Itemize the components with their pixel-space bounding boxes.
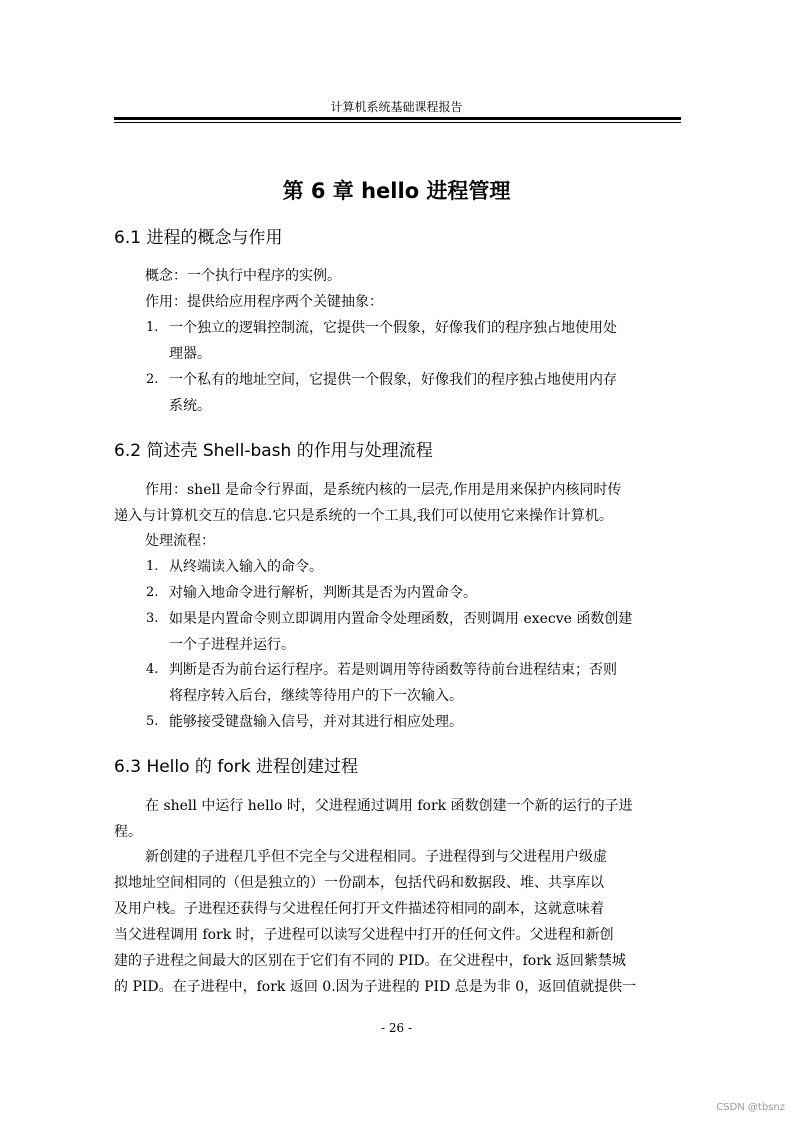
paragraph-line: 作用：shell 是命令行界面，是系统内核的一层壳,作用是用来保护内核同时传: [145, 482, 622, 498]
list-item-text: 判断是否为前台运行程序。若是则调用等待函数等待前台进程结束；否则: [169, 662, 617, 678]
watermark: CSDN @tbsnz: [716, 1102, 785, 1113]
list-item-text: 对输入地命令进行解析，判断其是否为内置命令。: [169, 585, 477, 601]
list-number: 5.: [146, 714, 159, 729]
list-item-text: 系统。: [169, 398, 211, 414]
list-number: 3.: [146, 611, 159, 626]
list-item-text: 从终端读入输入的命令。: [169, 559, 323, 575]
paragraph-line: 当父进程调用 fork 时，子进程可以读写父进程中打开的任何文件。父进程和新创: [114, 927, 614, 943]
list-item-text: 一个独立的逻辑控制流，它提供一个假象，好像我们的程序独占地使用处: [169, 320, 617, 336]
header-rule-thick: [114, 117, 681, 120]
concept-line: 概念：一个执行中程序的实例。: [145, 268, 341, 284]
list-item-text: 如果是内置命令则立即调用内置命令处理函数，否则调用 execve 函数创建: [169, 611, 633, 627]
list-item-text: 理器。: [169, 346, 211, 362]
list-number: 1.: [146, 559, 159, 574]
paragraph-line: 递入与计算机交互的信息.它只是系统的一个工具,我们可以使用它来操作计算机。: [114, 508, 613, 524]
page-number: - 26 -: [380, 1021, 412, 1035]
list-number: 1.: [146, 320, 159, 335]
section-heading-6-2: 6.2 简述壳 Shell-bash 的作用与处理流程: [114, 441, 433, 461]
paragraph-line: 在 shell 中运行 hello 时，父进程通过调用 fork 函数创建一个新的运行的子进: [145, 798, 633, 814]
running-header: 计算机系统基础课程报告: [330, 100, 463, 114]
paragraph-line: 的 PID。在子进程中，fork 返回 0.因为子进程的 PID 总是为非 0，返回值就提供一: [114, 979, 637, 995]
list-item-text: 将程序转入后台，继续等待用户的下一次输入。: [169, 688, 463, 704]
list-item-text: 一个子进程并运行。: [169, 637, 295, 653]
header-rule-thin: [114, 122, 681, 123]
paragraph-line: 程。: [114, 824, 142, 840]
paragraph-line: 及用户栈。子进程还获得与父进程任何打开文件描述符相同的副本，这就意味着: [114, 901, 604, 917]
chapter-title: 第 6 章 hello 进程管理: [282, 179, 511, 203]
list-number: 2.: [146, 585, 159, 600]
role-line: 作用：提供给应用程序两个关键抽象：: [145, 294, 383, 310]
flow-label: 处理流程：: [145, 533, 215, 549]
paragraph-line: 拟地址空间相同的（但是独立的）一份副本，包括代码和数据段、堆、共享库以: [114, 875, 604, 891]
section-heading-6-3: 6.3 Hello 的 fork 进程创建过程: [114, 757, 358, 777]
paragraph-line: 建的子进程之间最大的区别在于它们有不同的 PID。在父进程中，fork 返回紫禁城: [114, 953, 626, 969]
section-heading-6-1: 6.1 进程的概念与作用: [114, 228, 283, 248]
list-number: 2.: [146, 372, 159, 387]
list-item-text: 能够接受键盘输入信号，并对其进行相应处理。: [169, 714, 463, 730]
list-item-text: 一个私有的地址空间，它提供一个假象，好像我们的程序独占地使用内存: [169, 372, 617, 388]
list-number: 4.: [146, 662, 159, 677]
paragraph-line: 新创建的子进程几乎但不完全与父进程相同。子进程得到与父进程用户级虚: [145, 849, 607, 865]
